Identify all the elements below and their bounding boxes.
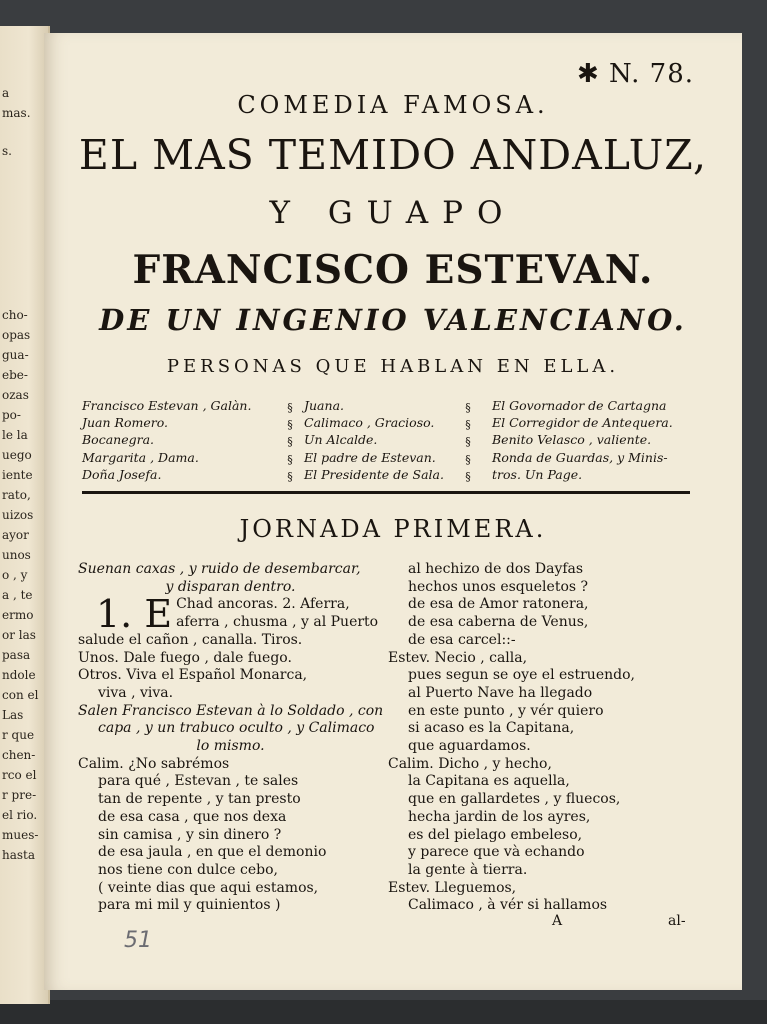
cast-entry: Bocanegra. [82,432,155,448]
stage-direction: Salen Francisco Estevan à lo Soldado , con [78,702,384,719]
signature-mark: A [552,913,563,929]
page-number: ✱ N. 78. [576,59,694,89]
verse-line: si acaso es la Capitana, [408,720,575,737]
facing-page-edge [0,26,50,1004]
verse-line: que en gallardetes , y fluecos, [408,791,621,808]
verse-line: pues segun se oye el estruendo, [408,667,635,684]
verse-line: es del pielago embeleso, [408,826,583,843]
facing-page-fragment: gua- [2,348,29,362]
stage-direction: y disparan dentro. [165,578,296,595]
cast-entry: El padre de Estevan. [304,449,436,465]
facing-page-fragment: po- [2,408,21,422]
catchword: al- [668,913,686,929]
verse-line: hecha jardin de los ayres, [408,808,591,825]
verse-line: de esa casa , que nos dexa [98,808,287,825]
scanner-background [0,1000,767,1024]
facing-page-fragment: or las [2,628,36,642]
verse-line: aferra , chusma , y al Puerto [176,614,379,631]
cast-column-3 [492,397,673,483]
verse-line: Chad ancoras. 2. Aferra, [176,596,350,613]
facing-page-fragment: iente [2,468,33,482]
verse-line: la gente à tierra. [408,861,528,878]
verse-line: Otros. Viva el Español Monarca, [78,667,308,684]
facing-page-fragment: rato, [2,488,31,502]
facing-page-fragment: mues- [2,828,39,842]
section-rule [82,491,690,494]
facing-page-fragment: rco el [2,768,37,782]
drop-cap: 1. E [96,596,173,637]
verse-line: tan de repente , y tan presto [98,791,301,808]
facing-page-fragment: uego [2,448,32,462]
facing-page-fragment: Las [2,708,24,722]
act-heading: JORNADA PRIMERA. [239,515,547,543]
facing-page-fragment: cho- [2,308,28,322]
facing-page-fragment: uizos [2,508,34,522]
verse-line: para qué , Estevan , te sales [98,773,299,790]
title-comedia-famosa: COMEDIA FAMOSA. [237,91,549,119]
verse-line: de esa de Amor ratonera, [408,596,589,613]
cast-entry: Juana. [304,398,344,413]
text-column-right [388,561,708,915]
stage-direction: lo mismo. [196,738,265,755]
facing-page-fragment: a [2,86,10,100]
book-page [44,33,742,990]
cast-entry: Benito Velasco , valiente. [492,432,652,448]
facing-page-fragment: unos [2,548,31,562]
facing-page-fragment: pasa [2,648,31,662]
cast-entry: Margarita , Dama. [82,449,199,465]
title-y-guapo: Y GUAPO [269,195,517,231]
facing-page-fragment: s. [2,144,12,158]
verse-line: la Capitana es aquella, [408,773,570,790]
facing-page-fragment: r que [2,728,35,742]
cast-entry: Juan Romero. [82,415,168,431]
verse-line: ( veinte dias que aqui estamos, [98,879,319,896]
pencil-annotation: 51 [124,928,152,953]
ornament-divider: § § § § § [287,401,293,483]
text-column-left [78,561,383,915]
cast-entry: Un Alcalde. [304,432,378,448]
verse-line: de esa jaula , en que el demonio [98,844,327,861]
facing-page-fragment: ozas [2,388,29,402]
facing-page-fragment: chen- [2,748,36,762]
facing-page-fragment: a , te [2,588,33,602]
verse-line: que aguardamos. [408,738,531,755]
verse-line: Calimaco , à vér si hallamos [408,897,608,914]
cast-entry: El Corregidor de Antequera. [492,415,673,431]
verse-line: Calim. Dicho , y hecho, [388,755,552,772]
facing-page-fragment: con el [2,688,39,702]
facing-page-fragment: le la [2,428,28,442]
facing-page-fragment: mas. [2,106,31,120]
facing-page-fragment: el rio. [2,808,38,822]
title-main: EL MAS TEMIDO ANDALUZ, [78,131,708,179]
verse-line: Estev. Necio , calla, [388,649,528,666]
verse-line: sin camisa , y sin dinero ? [98,826,282,843]
cast-column-2 [304,397,444,483]
verse-line: y parece que và echando [408,844,585,861]
verse-line: en este punto , y vér quiero [408,702,604,719]
verse-line: Calim. ¿No sabrémos [78,755,230,772]
facing-page-fragment: opas [2,328,31,342]
facing-page-fragment: r pre- [2,788,37,802]
facing-page-fragment: ndole [2,668,36,682]
cast-entry: El Govornador de Cartagna [492,398,667,413]
facing-page-fragment: hasta [2,848,36,862]
title-francisco-estevan: FRANCISCO ESTEVAN. [132,247,654,293]
verse-line: salude el cañon , canalla. Tiros. [78,631,303,648]
cast-entry: Ronda de Guardas, y Minis- [492,449,668,465]
cast-heading: PERSONAS QUE HABLAN EN ELLA. [166,356,620,377]
facing-page-fragment: ermo [2,608,34,622]
cast-entry: El Presidente de Sala. [304,466,444,482]
title-author: DE UN INGENIO VALENCIANO. [99,303,687,337]
verse-line: de esa carcel::- [408,631,516,648]
verse-line: hechos unos esqueletos ? [408,578,589,595]
verse-line: Unos. Dale fuego , dale fuego. [78,649,292,666]
verse-line: de esa caberna de Venus, [408,614,589,631]
verse-line: nos tiene con dulce cebo, [98,861,278,878]
verse-line: al hechizo de dos Dayfas [408,561,584,577]
facing-page-fragment: ebe- [2,368,28,382]
cast-column-1 [82,397,251,483]
facing-page-fragment: o , y [2,568,28,582]
verse-line: viva , viva. [98,684,174,701]
ornament-divider: § § § § § [465,401,471,483]
cast-entry: Calimaco , Gracioso. [304,415,435,431]
cast-entry: tros. Un Page. [492,466,583,482]
stage-direction: Suenan caxas , y ruido de desembarcar, [78,561,361,577]
verse-line: para mi mil y quinientos ) [98,897,281,914]
cast-entry: Francisco Estevan , Galàn. [82,398,252,413]
verse-line: Estev. Lleguemos, [388,879,517,896]
verse-line: al Puerto Nave ha llegado [408,684,593,701]
cast-entry: Doña Josefa. [82,466,162,482]
facing-page-fragment: ayor [2,528,29,542]
stage-direction: capa , y un trabuco oculto , y Calimaco [98,720,375,737]
